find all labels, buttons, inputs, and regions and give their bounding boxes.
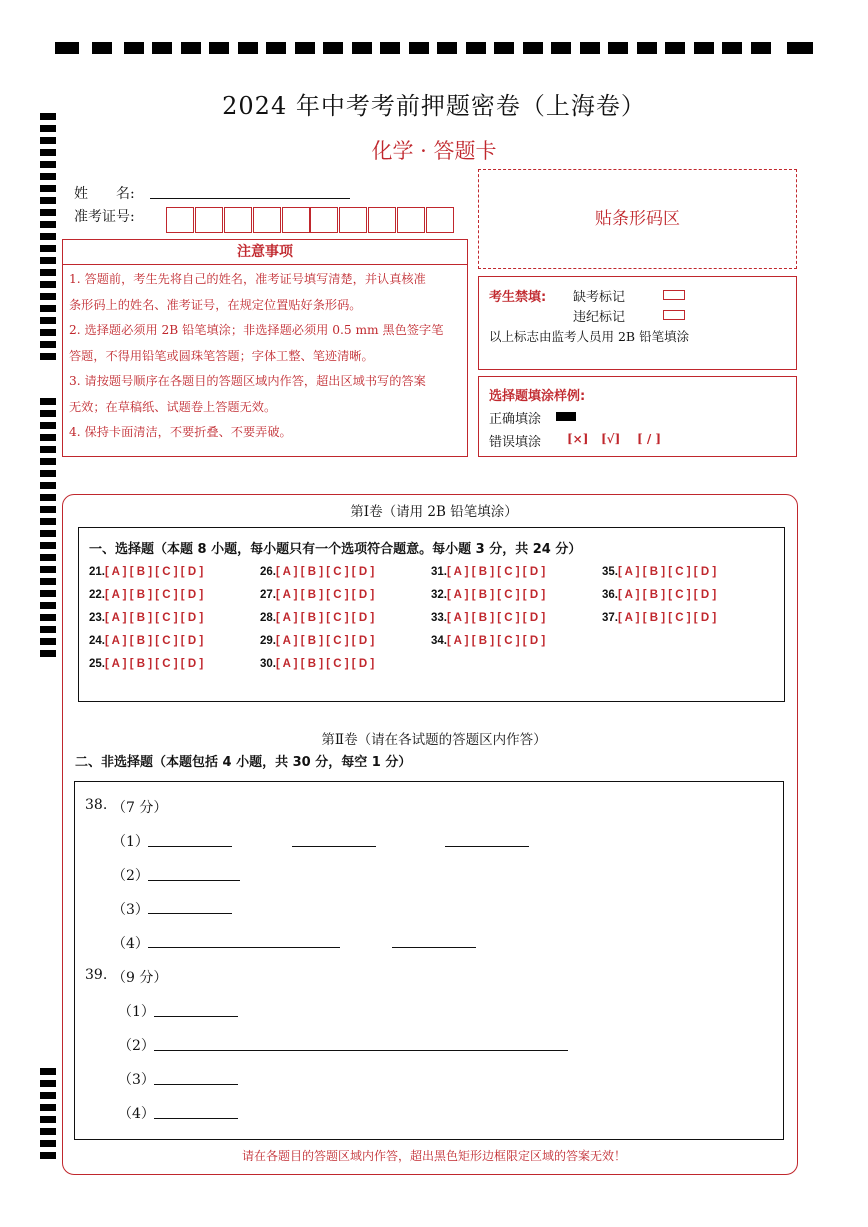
q38-part-label: （1） — [112, 834, 149, 850]
option-bubbles[interactable]: [ A ] [ B ] [ C ] [ D ] — [105, 566, 204, 578]
timing-mark — [40, 269, 56, 276]
timing-mark — [40, 281, 56, 288]
barcode-label: 贴条形码区 — [595, 209, 680, 229]
question-number: 34. — [431, 635, 447, 647]
violation-label: 违纪标记 — [573, 310, 626, 325]
violation-mark[interactable] — [663, 310, 685, 320]
page-title: 2024 年中考考前押题密卷（上海卷） — [222, 92, 646, 120]
timing-mark — [40, 185, 56, 192]
timing-mark — [40, 566, 56, 573]
q38-score: （7 分） — [112, 800, 168, 816]
choice-question[interactable] — [260, 635, 374, 647]
timing-mark — [40, 245, 56, 252]
answer-line[interactable] — [148, 880, 240, 881]
answer-line[interactable] — [148, 913, 232, 914]
option-bubbles[interactable]: [ A ] [ B ] [ C ] [ D ] — [447, 635, 546, 647]
timing-mark — [40, 353, 56, 360]
timing-mark — [40, 602, 56, 609]
question-number: 26. — [260, 566, 276, 578]
choice-question[interactable] — [260, 612, 374, 624]
q39-number: 39. — [85, 967, 108, 983]
question-number: 23. — [89, 612, 105, 624]
nonchoice-section-title: 二、非选择题（本题包括 4 小题，共 30 分，每空 1 分） — [75, 755, 412, 770]
notice-item: 3. 请按题号顺序在各题目的答题区域内作答，超出区域书写的答案 — [69, 374, 426, 388]
correct-fill-sample — [556, 412, 576, 421]
footer-warning: 请在各题目的答题区域内作答，超出黑色矩形边框限定区域的答案无效！ — [241, 1149, 626, 1163]
timing-mark — [40, 125, 56, 132]
q38-part-label: （2） — [112, 868, 149, 884]
timing-mark — [40, 398, 56, 405]
choice-question[interactable] — [89, 566, 203, 578]
choice-question[interactable] — [431, 612, 545, 624]
notice-box — [62, 239, 468, 457]
correct-fill-label: 正确填涂 — [489, 412, 542, 427]
answer-line[interactable] — [148, 846, 232, 847]
wrong-mark-slash: [ / ] — [637, 432, 662, 446]
q39-part-label: （3） — [118, 1072, 155, 1088]
answer-line[interactable] — [392, 947, 476, 948]
question-number: 28. — [260, 612, 276, 624]
q38-part-label: （3） — [112, 902, 149, 918]
answer-line[interactable] — [148, 947, 340, 948]
timing-mark — [40, 650, 56, 657]
choice-question[interactable] — [260, 658, 374, 670]
forbidden-note: 以上标志由监考人员用 2B 铅笔填涂 — [489, 329, 690, 344]
notice-list — [63, 265, 467, 446]
question-number: 29. — [260, 635, 276, 647]
choice-question[interactable] — [260, 589, 374, 601]
timing-mark — [40, 638, 56, 645]
timing-mark — [40, 1116, 56, 1123]
option-bubbles[interactable]: [ A ] [ B ] [ C ] [ D ] — [276, 566, 375, 578]
notice-item: 无效；在草稿纸、试题卷上答题无效。 — [69, 399, 277, 414]
option-bubbles[interactable]: [ A ] [ B ] [ C ] [ D ] — [447, 589, 546, 601]
option-bubbles[interactable]: [ A ] [ B ] [ C ] [ D ] — [276, 635, 375, 647]
option-bubbles[interactable]: [ A ] [ B ] [ C ] [ D ] — [276, 612, 375, 624]
option-bubbles[interactable]: [ A ] [ B ] [ C ] [ D ] — [447, 612, 546, 624]
question-number: 32. — [431, 589, 447, 601]
absent-mark[interactable] — [663, 290, 685, 300]
choice-question[interactable] — [431, 566, 545, 578]
question-number: 22. — [89, 589, 105, 601]
answer-line[interactable] — [154, 1016, 238, 1017]
q39-score: （9 分） — [112, 970, 168, 986]
wrong-mark-x: [×] — [567, 432, 589, 446]
barcode-area — [478, 169, 797, 269]
wrong-mark-check: [√] — [601, 432, 621, 446]
notice-item: 1. 答题前，考生先将自己的姓名，准考证号填写清楚，并认真核准 — [69, 272, 426, 286]
notice-title: 注意事项 — [63, 240, 467, 265]
timing-mark — [40, 578, 56, 585]
q38-part-label: （4） — [112, 936, 149, 952]
choice-section-title: 一、选择题（本题 8 小题，每小题只有一个选项符合题意。每小题 3 分，共 24 分） — [89, 542, 582, 557]
option-bubbles[interactable]: [ A ] [ B ] [ C ] [ D ] — [618, 566, 717, 578]
choice-question[interactable] — [602, 566, 716, 578]
timing-mark — [40, 209, 56, 216]
timing-mark — [40, 458, 56, 465]
notice-item: 条形码上的姓名、准考证号，在规定位置贴好条形码。 — [69, 297, 362, 312]
answer-line[interactable] — [445, 846, 529, 847]
choice-question[interactable] — [89, 612, 203, 624]
part1-header: 第Ⅰ卷（请用 2B 铅笔填涂） — [350, 504, 518, 520]
page-subtitle: 化学 · 答题卡 — [371, 139, 497, 163]
choice-question[interactable] — [602, 589, 716, 601]
option-bubbles[interactable]: [ A ] [ B ] [ C ] [ D ] — [618, 589, 717, 601]
question-number: 37. — [602, 612, 618, 624]
question-number: 24. — [89, 635, 105, 647]
question-number: 33. — [431, 612, 447, 624]
option-bubbles[interactable]: [ A ] [ B ] [ C ] [ D ] — [618, 612, 717, 624]
timing-mark — [40, 434, 56, 441]
option-bubbles[interactable]: [ A ] [ B ] [ C ] [ D ] — [105, 658, 204, 670]
q38-number: 38. — [85, 797, 108, 813]
fill-example-box — [478, 376, 797, 457]
wrong-fill-label: 错误填涂 — [489, 435, 542, 450]
timing-mark — [40, 305, 56, 312]
absent-label: 缺考标记 — [573, 290, 626, 305]
timing-mark — [40, 1080, 56, 1087]
timing-mark — [40, 626, 56, 633]
timing-mark — [40, 614, 56, 621]
timing-mark — [40, 233, 56, 240]
name-label: 姓 名: — [74, 186, 135, 202]
timing-mark — [40, 221, 56, 228]
timing-mark — [40, 1068, 56, 1075]
timing-mark — [40, 590, 56, 597]
choice-question[interactable] — [260, 566, 374, 578]
choice-question[interactable] — [602, 612, 716, 624]
timing-mark — [40, 446, 56, 453]
q39-part-label: （1） — [118, 1004, 155, 1020]
notice-item: 2. 选择题必须用 2B 铅笔填涂；非选择题必须用 0.5 mm 黑色签字笔 — [69, 323, 444, 337]
timing-mark — [40, 1092, 56, 1099]
question-number: 30. — [260, 658, 276, 670]
option-bubbles[interactable]: [ A ] [ B ] [ C ] [ D ] — [105, 589, 204, 601]
timing-mark — [40, 1140, 56, 1147]
timing-mark — [40, 173, 56, 180]
option-bubbles[interactable]: [ A ] [ B ] [ C ] [ D ] — [276, 589, 375, 601]
notice-item: 答题，不得用铅笔或圆珠笔答题；字体工整、笔迹清晰。 — [69, 348, 374, 363]
notice-item: 4. 保持卡面清洁，不要折叠、不要弄破。 — [69, 425, 292, 439]
answer-line[interactable] — [292, 846, 376, 847]
name-field[interactable] — [150, 198, 350, 199]
timing-mark — [40, 470, 56, 477]
timing-mark — [40, 329, 56, 336]
choice-question[interactable] — [89, 658, 203, 670]
timing-mark — [40, 293, 56, 300]
timing-mark — [40, 542, 56, 549]
nonchoice-answer-box — [74, 781, 784, 1140]
proctor-only-box — [478, 276, 797, 370]
choice-question[interactable] — [89, 635, 203, 647]
option-bubbles[interactable]: [ A ] [ B ] [ C ] [ D ] — [105, 612, 204, 624]
question-number: 35. — [602, 566, 618, 578]
timing-mark — [40, 482, 56, 489]
choice-question[interactable] — [431, 589, 545, 601]
option-bubbles[interactable]: [ A ] [ B ] [ C ] [ D ] — [105, 635, 204, 647]
answer-line[interactable] — [154, 1084, 238, 1085]
option-bubbles[interactable]: [ A ] [ B ] [ C ] [ D ] — [276, 658, 375, 670]
answer-line[interactable] — [154, 1118, 238, 1119]
question-number: 31. — [431, 566, 447, 578]
timing-mark — [40, 1128, 56, 1135]
choice-question[interactable] — [431, 635, 545, 647]
timing-mark — [40, 1104, 56, 1111]
question-number: 36. — [602, 589, 618, 601]
option-bubbles[interactable]: [ A ] [ B ] [ C ] [ D ] — [447, 566, 546, 578]
timing-mark — [40, 410, 56, 417]
timing-mark — [40, 554, 56, 561]
timing-mark — [40, 257, 56, 264]
timing-mark — [40, 317, 56, 324]
exam-id-label: 准考证号: — [74, 209, 135, 225]
part2-header: 第Ⅱ卷（请在各试题的答题区内作答） — [321, 732, 547, 748]
q39-part-label: （2） — [118, 1038, 155, 1054]
fill-example-title: 选择题填涂样例: — [489, 389, 586, 404]
choice-question[interactable] — [89, 589, 203, 601]
answer-line[interactable] — [154, 1050, 568, 1051]
question-number: 25. — [89, 658, 105, 670]
forbidden-title: 考生禁填: — [489, 290, 547, 305]
timing-mark — [40, 197, 56, 204]
timing-mark — [40, 530, 56, 537]
timing-mark — [40, 422, 56, 429]
question-number: 27. — [260, 589, 276, 601]
q39-part-label: （4） — [118, 1106, 155, 1122]
question-number: 21. — [89, 566, 105, 578]
timing-mark — [40, 341, 56, 348]
